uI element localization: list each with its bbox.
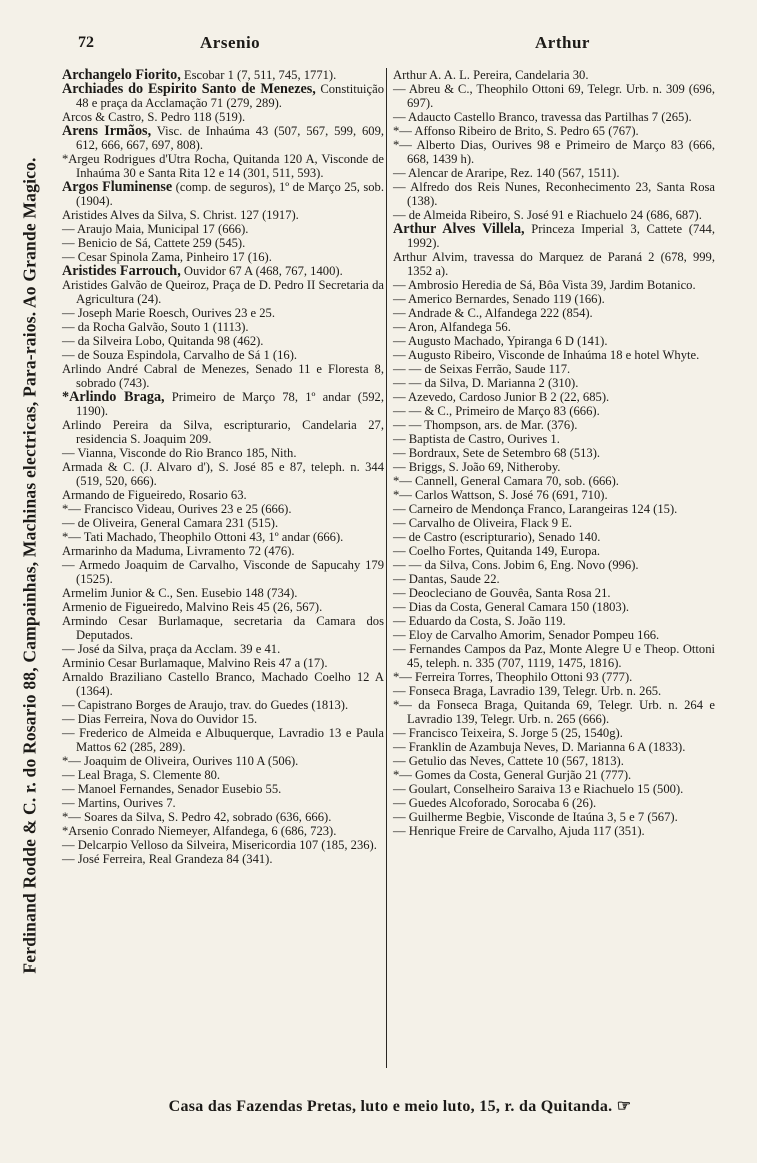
- entry-text: — Carvalho de Oliveira, Flack 9 E.: [393, 516, 573, 530]
- entry-text: *— Gomes da Costa, General Gurjão 21 (777).: [393, 768, 632, 782]
- directory-entry: [62, 600, 384, 614]
- directory-entry: [393, 124, 715, 138]
- entry-text: Escobar 1 (7, 511, 745, 1771).: [180, 68, 337, 82]
- directory-entry: [393, 544, 715, 558]
- entry-text: — Guedes Alcoforado, Sorocaba 6 (26).: [393, 796, 597, 810]
- directory-entry: [393, 516, 715, 530]
- entry-text: — Francisco Teixeira, S. Jorge 5 (25, 1540g).: [393, 726, 623, 740]
- directory-entry: [62, 754, 384, 768]
- entry-text: Arlindo André Cabral de Menezes, Senado 11 e Floresta 8, sobrado (743).: [62, 362, 384, 390]
- entry-text: — Leal Braga, S. Clemente 80.: [62, 768, 221, 782]
- entry-text: *— Soares da Silva, S. Pedro 42, sobrado (636, 666).: [62, 810, 332, 824]
- directory-entry: [62, 68, 384, 82]
- entry-text: — Henrique Freire de Carvalho, Ajuda 117 (351).: [393, 824, 645, 838]
- entry-text: Visc. de Inhaúma 43 (507, 567, 599, 609, 612, 666, 667, 697, 808).: [76, 124, 385, 152]
- entry-text: — Fernandes Campos da Paz, Monte Alegre U e Theop. Ottoni 45, teleph. n. 335 (707, 1119, 1475, 1816).: [393, 642, 715, 670]
- entry-text: — Alencar de Araripe, Rez. 140 (567, 1511).: [393, 166, 620, 180]
- entry-text: — Coelho Fortes, Quitanda 149, Europa.: [393, 544, 601, 558]
- directory-entry: [393, 222, 715, 250]
- entry-text: *— Tati Machado, Theophilo Ottoni 43, 1º andar (666).: [62, 530, 344, 544]
- directory-entry: [393, 460, 715, 474]
- directory-entry: [393, 82, 715, 110]
- side-advertisement-text: Ferdinand Rodde & C. r. do Rosario 88, Campainhas, Machinas electricas, Para-raios. Ao Grande Magico.: [19, 156, 40, 974]
- directory-entry: [393, 530, 715, 544]
- directory-entry: [393, 726, 715, 740]
- entry-text: — José da Silva, praça da Acclam. 39 e 41.: [62, 642, 281, 656]
- entry-text: — Frederico de Almeida e Albuquerque, Lavradio 13 e Paula Mattos 62 (285, 289).: [62, 726, 384, 754]
- entry-text: — Eduardo da Costa, S. João 119.: [393, 614, 566, 628]
- directory-entry: [62, 852, 384, 866]
- entry-text: *— Alberto Dias, Ourives 98 e Primeiro de Março 83 (666, 668, 1439 h).: [393, 138, 715, 166]
- entry-text: Armada & C. (J. Alvaro d'), S. José 85 e 87, teleph. n. 344 (519, 520, 666).: [62, 460, 384, 488]
- directory-entry: [393, 166, 715, 180]
- directory-entry: [393, 418, 715, 432]
- footer-advertisement: Casa das Fazendas Pretas, luto e meio luto, 15, r. da Quitanda. ☞: [168, 1098, 632, 1115]
- directory-entry: [393, 754, 715, 768]
- directory-entry: [393, 600, 715, 614]
- directory-entry: [62, 670, 384, 698]
- entry-text: Princeza Imperial 3, Cattete (744, 1992).: [407, 222, 715, 250]
- entry-text: — Aron, Alfandega 56.: [393, 320, 511, 334]
- directory-entry: [62, 236, 384, 250]
- directory-entry: [393, 110, 715, 124]
- directory-entry: [393, 278, 715, 292]
- directory-entry: [62, 250, 384, 264]
- directory-entry: [62, 208, 384, 222]
- directory-entry: [393, 474, 715, 488]
- entry-text: — Deocleciano de Gouvêa, Santa Rosa 21.: [393, 586, 611, 600]
- entry-name: Arens Irmãos,: [62, 123, 152, 139]
- directory-entry: [62, 544, 384, 558]
- entry-text: *— Cannell, General Camara 70, sob. (666).: [393, 474, 619, 488]
- entry-text: Arlindo Pereira da Silva, escripturario, Candelaria 27, residencia S. Joaquim 209.: [62, 418, 384, 446]
- entry-name: Archiades do Espirito Santo de Menezes,: [62, 81, 316, 97]
- entry-text: Arthur Alvim, travessa do Marquez de Paraná 2 (678, 999, 1352 a).: [393, 250, 715, 278]
- directory-entry: [62, 558, 384, 586]
- entry-text: — Andrade & C., Alfandega 222 (854).: [393, 306, 593, 320]
- entry-text: Aristides Galvão de Queiroz, Praça de D. Pedro II Secretaria da Agricultura (24).: [62, 278, 384, 306]
- entry-text: — Dias Ferreira, Nova do Ouvidor 15.: [62, 712, 258, 726]
- directory-entry: [393, 782, 715, 796]
- directory-entry: [393, 740, 715, 754]
- directory-entry: [393, 348, 715, 362]
- entry-name: Arthur Alves Villela,: [393, 221, 525, 237]
- entry-text: Primeiro de Março 78, 1º andar (592, 1190).: [76, 390, 384, 418]
- entry-text: — de Castro (escripturario), Senado 140.: [393, 530, 601, 544]
- entry-text: — Dias da Costa, General Camara 150 (1803).: [393, 600, 630, 614]
- entry-text: — Americo Bernardes, Senado 119 (166).: [393, 292, 605, 306]
- entry-text: — Benicio de Sá, Cattete 259 (545).: [62, 236, 246, 250]
- directory-entry: [393, 586, 715, 600]
- directory-entry: [62, 306, 384, 320]
- entry-text: — Eloy de Carvalho Amorim, Senador Pompeu 166.: [393, 628, 660, 642]
- directory-entry: [393, 250, 715, 278]
- entry-text: — da Rocha Galvão, Souto 1 (1113).: [62, 320, 249, 334]
- entry-text: — Delcarpio Velloso da Silveira, Misericordia 107 (185, 236).: [62, 838, 377, 852]
- directory-entry: [62, 698, 384, 712]
- directory-entry: [62, 614, 384, 642]
- directory-entry: [393, 180, 715, 208]
- entry-text: *— Joaquim de Oliveira, Ourives 110 A (506).: [62, 754, 299, 768]
- entry-text: — de Almeida Ribeiro, S. José 91 e Riachuelo 24 (686, 687).: [393, 208, 702, 222]
- entry-text: *Arsenio Conrado Niemeyer, Alfandega, 6 (686, 723).: [62, 824, 337, 838]
- directory-entry: [393, 208, 715, 222]
- directory-entry: [62, 810, 384, 824]
- directory-entry: [62, 348, 384, 362]
- entry-text: — Fonseca Braga, Lavradio 139, Telegr. Urb. n. 265.: [393, 684, 662, 698]
- directory-entry: [62, 586, 384, 600]
- directory-entry: [62, 656, 384, 670]
- entry-name: Aristides Farrouch,: [62, 263, 181, 279]
- entry-text: Arcos & Castro, S. Pedro 118 (519).: [62, 110, 246, 124]
- entry-text: — Cesar Spinola Zama, Pinheiro 17 (16).: [62, 250, 272, 264]
- entry-text: — Dantas, Saude 22.: [393, 572, 500, 586]
- entry-text: — Martins, Ourives 7.: [62, 796, 176, 810]
- entry-text: *— Ferreira Torres, Theophilo Ottoni 93 (777).: [393, 670, 633, 684]
- directory-entry: [393, 334, 715, 348]
- directory-entry: [62, 446, 384, 460]
- entry-text: — Ambrosio Heredia de Sá, Bôa Vista 39, Jardim Botanico.: [393, 278, 696, 292]
- right-column: [393, 68, 715, 838]
- directory-entry: [393, 376, 715, 390]
- entry-text: Arminio Cesar Burlamaque, Malvino Reis 47 a (17).: [62, 656, 328, 670]
- entry-text: *— Carlos Wattson, S. José 76 (691, 710).: [393, 488, 608, 502]
- directory-entry: [62, 502, 384, 516]
- directory-entry: [393, 614, 715, 628]
- directory-entry: [393, 628, 715, 642]
- entry-text: Armindo Cesar Burlamaque, secretaria da Camara dos Deputados.: [62, 614, 384, 642]
- side-advertisement: [8, 40, 52, 1090]
- left-running-head: Arsenio: [200, 33, 261, 52]
- entry-text: — Carneiro de Mendonça Franco, Larangeiras 124 (15).: [393, 502, 678, 516]
- directory-entry: [62, 712, 384, 726]
- directory-entry: [393, 390, 715, 404]
- entry-text: — Joseph Marie Roesch, Ourives 23 e 25.: [62, 306, 276, 320]
- directory-entry: [393, 446, 715, 460]
- entry-text: — — & C., Primeiro de Março 83 (666).: [393, 404, 600, 418]
- entry-text: — Manoel Fernandes, Senador Eusebio 55.: [62, 782, 282, 796]
- directory-entry: [62, 124, 384, 152]
- directory-entry: [62, 390, 384, 418]
- right-running-head: Arthur: [535, 33, 590, 52]
- directory-entry: [393, 362, 715, 376]
- entry-text: — Goulart, Conselheiro Saraiva 13 e Riachuelo 15 (500).: [393, 782, 684, 796]
- entry-text: — Getulio das Neves, Cattete 10 (567, 1813).: [393, 754, 624, 768]
- entry-name: *Arlindo Braga,: [62, 389, 165, 405]
- directory-entry: [393, 292, 715, 306]
- directory-entry: [62, 222, 384, 236]
- entry-text: — Araujo Maia, Municipal 17 (666).: [62, 222, 249, 236]
- entry-text: — de Oliveira, General Camara 231 (515).: [62, 516, 279, 530]
- entry-text: — Vianna, Visconde do Rio Branco 185, Nith.: [62, 446, 297, 460]
- directory-entry: [62, 418, 384, 446]
- entry-text: — Azevedo, Cardoso Junior B 2 (22, 685).: [393, 390, 610, 404]
- entry-text: — Capistrano Borges de Araujo, trav. do Guedes (1813).: [62, 698, 349, 712]
- directory-entry: [62, 782, 384, 796]
- directory-entry: [393, 558, 715, 572]
- directory-entry: [393, 502, 715, 516]
- directory-entry: [62, 334, 384, 348]
- entry-text: — José Ferreira, Real Grandeza 84 (341).: [62, 852, 273, 866]
- entry-text: Constituição 48 e praça da Acclamação 71 (279, 289).: [76, 82, 384, 110]
- directory-entry: [62, 796, 384, 810]
- directory-entry: [393, 698, 715, 726]
- directory-entry: [393, 68, 715, 82]
- entry-text: Armenio de Figueiredo, Malvino Reis 45 (26, 567).: [62, 600, 323, 614]
- entry-text: (comp. de seguros), 1º de Março 25, sob. (1904).: [76, 180, 384, 208]
- directory-entry: [393, 684, 715, 698]
- directory-entry: [393, 810, 715, 824]
- directory-entry: [393, 488, 715, 502]
- entry-name: Archangelo Fiorito,: [62, 67, 181, 83]
- entry-text: Ouvidor 67 A (468, 767, 1400).: [180, 264, 343, 278]
- directory-entry: [62, 726, 384, 754]
- entry-text: *— Affonso Ribeiro de Brito, S. Pedro 65 (767).: [393, 124, 639, 138]
- entry-text: — Alfredo dos Reis Nunes, Reconhecimento 23, Santa Rosa (138).: [393, 180, 715, 208]
- directory-entry: [62, 152, 384, 180]
- directory-entry: [62, 642, 384, 656]
- entry-text: — — Thompson, ars. de Mar. (376).: [393, 418, 578, 432]
- directory-entry: [62, 460, 384, 488]
- directory-entry: [393, 320, 715, 334]
- directory-entry: [62, 264, 384, 278]
- entry-text: *— Francisco Videau, Ourives 23 e 25 (666).: [62, 502, 292, 516]
- entry-text: — Guilherme Begbie, Visconde de Itaúna 3, 5 e 7 (567).: [393, 810, 678, 824]
- entry-text: — Abreu & C., Theophilo Ottoni 69, Telegr. Urb. n. 309 (696, 697).: [393, 82, 715, 110]
- directory-entry: [62, 110, 384, 124]
- page-header: [60, 34, 740, 60]
- directory-entry: [62, 320, 384, 334]
- entry-text: — Augusto Machado, Ypiranga 6 D (141).: [393, 334, 608, 348]
- entry-text: — da Silveira Lobo, Quitanda 98 (462).: [62, 334, 264, 348]
- entry-text: — Armedo Joaquim de Carvalho, Visconde de Sapucahy 179 (1525).: [62, 558, 384, 586]
- entry-text: Armarinho da Maduma, Livramento 72 (476).: [62, 544, 295, 558]
- directory-entry: [62, 278, 384, 306]
- entry-text: — Adaucto Castello Branco, travessa das Partilhas 7 (265).: [393, 110, 692, 124]
- directory-entry: [62, 82, 384, 110]
- directory-entry: [393, 670, 715, 684]
- directory-entry: [62, 838, 384, 852]
- entry-text: — de Souza Espindola, Carvalho de Sá 1 (16).: [62, 348, 298, 362]
- entry-text: Aristides Alves da Silva, S. Christ. 127 (1917).: [62, 208, 299, 222]
- entry-text: — Franklin de Azambuja Neves, D. Marianna 6 A (1833).: [393, 740, 686, 754]
- entry-text: *— da Fonseca Braga, Quitanda 69, Telegr. Urb. n. 264 e Lavradio 139, Telegr. Urb. n. 265 (666).: [393, 698, 715, 726]
- entry-text: — Bordraux, Sete de Setembro 68 (513).: [393, 446, 601, 460]
- entry-text: Arnaldo Braziliano Castello Branco, Machado Coelho 12 A (1364).: [62, 670, 384, 698]
- entry-text: *Argeu Rodrigues d'Utra Rocha, Quitanda 120 A, Visconde de Inhaúma 30 e Santa Rita 12 e 14 (301, 511, 593).: [62, 152, 384, 180]
- directory-entry: [393, 572, 715, 586]
- entry-text: Armando de Figueiredo, Rosario 63.: [62, 488, 247, 502]
- page-number: 72: [78, 34, 94, 51]
- entry-text: — Briggs, S. João 69, Nitheroby.: [393, 460, 561, 474]
- directory-entry: [62, 488, 384, 502]
- entry-text: Armelim Junior & C., Sen. Eusebio 148 (734).: [62, 586, 298, 600]
- directory-entry: [62, 824, 384, 838]
- directory-entry: [62, 516, 384, 530]
- column-divider: [386, 68, 387, 1068]
- entry-text: — — da Silva, D. Marianna 2 (310).: [393, 376, 579, 390]
- entry-text: — Augusto Ribeiro, Visconde de Inhaúma 18 e hotel Whyte.: [393, 348, 700, 362]
- directory-entry: [393, 404, 715, 418]
- directory-entry: [62, 180, 384, 208]
- directory-entry: [393, 138, 715, 166]
- directory-entry: [393, 432, 715, 446]
- entry-text: Arthur A. A. L. Pereira, Candelaria 30.: [393, 68, 589, 82]
- entry-text: — Baptista de Castro, Ourives 1.: [393, 432, 560, 446]
- entry-text: — — de Seixas Ferrão, Saude 117.: [393, 362, 571, 376]
- directory-entry: [393, 824, 715, 838]
- directory-entry: [62, 362, 384, 390]
- directory-entry: [393, 642, 715, 670]
- directory-entry: [393, 306, 715, 320]
- entry-name: Argos Fluminense: [62, 179, 173, 195]
- directory-entry: [62, 768, 384, 782]
- entry-text: — — da Silva, Cons. Jobim 6, Eng. Novo (996).: [393, 558, 639, 572]
- directory-entry: [62, 530, 384, 544]
- directory-entry: [393, 768, 715, 782]
- left-column: [62, 68, 384, 866]
- directory-entry: [393, 796, 715, 810]
